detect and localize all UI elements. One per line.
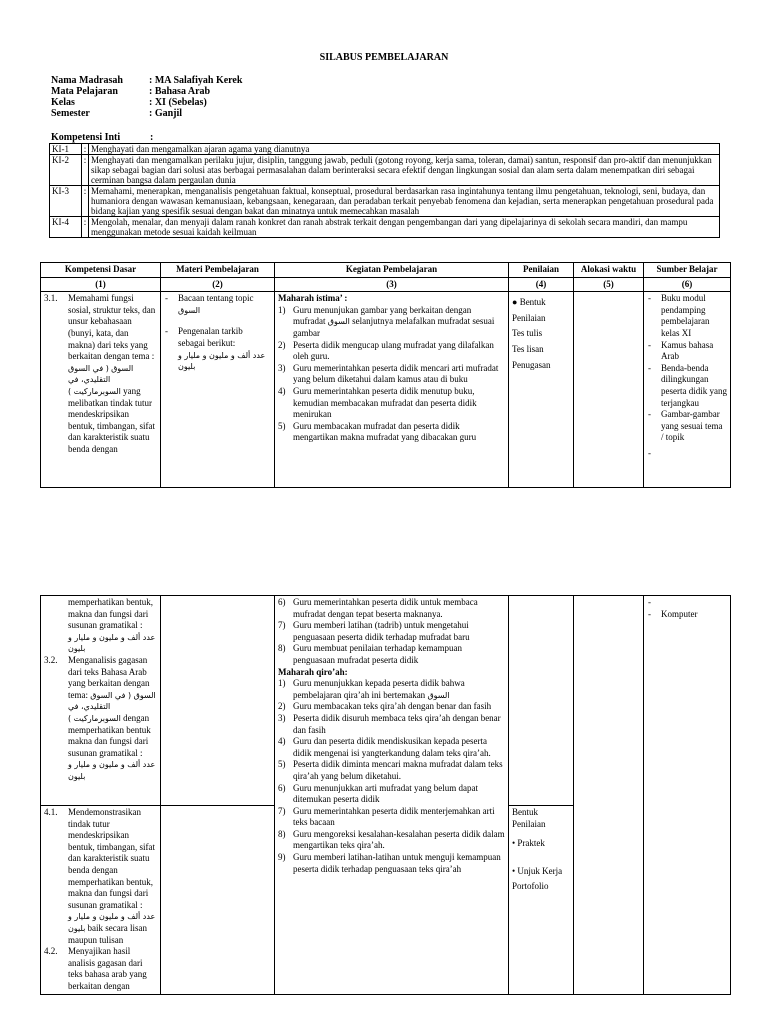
step-number: 4) bbox=[278, 385, 286, 396]
meta-label: Mata Pelajaran bbox=[51, 86, 118, 97]
materi-cell bbox=[161, 596, 275, 806]
step-number: 5) bbox=[278, 420, 286, 431]
ki-code: KI-1 bbox=[50, 144, 82, 155]
kd-text: Menyajikan hasil analisis gagasan dari teks bahasa arab yang berkaitan dengan bbox=[68, 946, 147, 991]
table-number-row bbox=[41, 277, 731, 292]
steps-list bbox=[278, 678, 505, 875]
step-text: Guru memerintahkan peserta didik menterjemahkan arti teks bacaan bbox=[293, 805, 495, 828]
step-number: 8) bbox=[278, 828, 286, 839]
step-number: 8) bbox=[278, 643, 286, 654]
kompetensi-dasar-cell bbox=[41, 596, 161, 806]
penilaian-text: ● Bentuk bbox=[512, 297, 546, 308]
list-item bbox=[278, 806, 505, 829]
list-item bbox=[164, 293, 271, 316]
meta-value: : MA Salafiyah Kerek bbox=[149, 75, 243, 86]
meta-row bbox=[51, 86, 242, 97]
column-number: (6) bbox=[644, 277, 731, 292]
step-number: 7) bbox=[278, 620, 286, 631]
list-item bbox=[278, 620, 505, 643]
kd-number: 4.1. bbox=[44, 807, 58, 817]
list-item bbox=[278, 852, 505, 875]
kompetensi-inti-heading bbox=[51, 132, 154, 143]
step-text: Guru memberi latihan (tadrib) untuk mengetahui penguasaan peserta didik terhadap mufradat baru bbox=[293, 620, 470, 642]
penilaian-label: Bentuk bbox=[519, 297, 546, 308]
kd-text: dengan memperhatikan bentuk makna dan fungsi dari susunan gramatikal : bbox=[68, 712, 151, 758]
step-number: 3) bbox=[278, 362, 286, 373]
step-number: 3) bbox=[278, 712, 286, 723]
step-text: Guru menunjukan gambar yang berkaitan dengan mufradat bbox=[293, 304, 472, 327]
ki-text: Mengolah, menalar, dan menyaji dalam ranah konkret dan ranah abstrak terkait dengan pengembangan dari yang dipelajarinya di sekolah secara mandiri, dan mampu menggunakan metode sesuai kaidah keilmuan bbox=[89, 217, 720, 238]
kd-arabic: عدد ألف و مليون و مليار و بليون bbox=[68, 632, 156, 654]
list-item bbox=[278, 305, 505, 340]
syllabus-table-continued bbox=[40, 595, 731, 995]
kd-number: 3.1. bbox=[44, 293, 58, 304]
penilaian-text: Bentuk Penilaian bbox=[512, 807, 546, 829]
step-text: Guru memerintahkan peserta didik untuk membaca mufradat dengan tepat beserta maknanya. bbox=[293, 597, 478, 619]
section-heading: Maharah istima’ : bbox=[278, 293, 348, 304]
column-number: (1) bbox=[41, 277, 161, 292]
kd-number: 3.2. bbox=[44, 654, 58, 665]
meta-row bbox=[51, 108, 242, 119]
list-item: - Buku modul pendamping pembelajaran kelas XI bbox=[647, 293, 727, 339]
section-heading: Maharah qiro’ah: bbox=[278, 666, 348, 677]
penilaian-cell bbox=[509, 292, 574, 488]
sumber-cell bbox=[644, 292, 731, 488]
ki-row bbox=[50, 186, 720, 217]
step-text: Guru dan peserta didik mendiskusikan kepada peserta didik mengenai isi yangterkandung dalam teks qira’ah. bbox=[293, 736, 491, 758]
document-title: SILABUS PEMBELAJARAN bbox=[319, 52, 449, 63]
penilaian-text: Penugasan bbox=[512, 359, 551, 370]
list-item bbox=[278, 759, 505, 782]
step-text: Peserta didik mengucap ulang mufradat yang dilafalkan oleh guru. bbox=[293, 339, 494, 362]
kd-text: Mendemonstrasikan tindak tutur mendeskripsikan bentuk, timbangan, sifat dan karakteristik suatu benda dengan memperhatikan bentuk, makna dan fungsi dari susunan gramatikal : bbox=[68, 807, 155, 910]
step-number: 4) bbox=[278, 736, 286, 747]
kompetensi-inti-table bbox=[49, 143, 720, 238]
sumber-cell bbox=[644, 596, 731, 995]
penilaian-text: Tes lisan bbox=[512, 343, 544, 354]
meta-label: Nama Madrasah bbox=[51, 75, 123, 86]
penilaian-text: Penilaian bbox=[512, 312, 546, 323]
step-text: selanjutnya melafalkan mufradat sesuai gambar bbox=[293, 316, 495, 338]
ki-separator: : bbox=[82, 217, 89, 238]
list-item bbox=[278, 421, 505, 444]
step-number: 6) bbox=[278, 597, 286, 607]
list-item bbox=[278, 736, 505, 759]
list-item: - Benda-benda dilingkungan peserta didik yang terjangkau bbox=[647, 363, 727, 409]
meta-value: : Bahasa Arab bbox=[149, 86, 211, 97]
meta-value: : XI (Sebelas) bbox=[149, 97, 207, 108]
kd-item bbox=[44, 293, 157, 455]
ki-heading-colon: : bbox=[150, 132, 154, 143]
kompetensi-dasar-cell bbox=[41, 292, 161, 488]
ki-row bbox=[50, 217, 720, 238]
step-text: Guru menunjukkan kepada peserta didik bahwa pembelajaran qira’ah ini bertemakan bbox=[293, 678, 465, 700]
penilaian-cell bbox=[509, 596, 574, 806]
list-item bbox=[278, 386, 505, 421]
kompetensi-dasar-cell bbox=[41, 806, 161, 995]
kd-text: yang melibatkan tindak tutur mendeskripsikan bentuk, timbangan, sifat dan karakteristik suatu benda dengan bbox=[68, 385, 155, 454]
syllabus-table bbox=[40, 262, 731, 488]
column-header: Materi Pembelajaran bbox=[161, 263, 275, 278]
step-text: Guru menunjukkan arti mufradat yang belum dapat ditemukan peserta didik bbox=[293, 782, 478, 805]
document-page-2 bbox=[0, 593, 768, 1024]
list-item bbox=[278, 678, 505, 701]
ki-code: KI-4 bbox=[50, 217, 82, 238]
meta-row bbox=[51, 75, 242, 86]
kd-continuation bbox=[44, 597, 157, 655]
penilaian-text: • Unjuk Kerja bbox=[512, 865, 563, 876]
list-item: - Komputer bbox=[647, 609, 727, 621]
ki-heading-label: Kompetensi Inti bbox=[51, 132, 121, 143]
step-text: Guru membuat penilaian terhadap kemampuan penguasaan mufradat peserta didik bbox=[293, 643, 462, 665]
list-item bbox=[647, 448, 727, 460]
penilaian-cell bbox=[509, 806, 574, 995]
sumber-list bbox=[647, 293, 727, 459]
column-number: (5) bbox=[574, 277, 644, 292]
kd-arabic: عدد ألف و مليون و مليار و بليون bbox=[68, 912, 156, 933]
step-text: Peserta didik diminta mencari makna mufradat dalam teks qira’ah yang belum diketahui. bbox=[293, 759, 503, 781]
materi-arabic: عدد ألف و مليون و مليار و بليون bbox=[178, 350, 266, 372]
step-arabic: السوق bbox=[327, 317, 350, 327]
kd-item bbox=[44, 807, 157, 946]
list-item bbox=[278, 783, 505, 806]
list-item bbox=[278, 643, 505, 666]
kd-arabic: السوق bbox=[111, 363, 134, 373]
kd-arabic: ( في السوق التقليدي، في السوبرماركيت ) bbox=[68, 363, 121, 396]
materi-cell bbox=[161, 292, 275, 488]
materi-text: Bacaan tentang topic bbox=[178, 293, 254, 304]
ki-row bbox=[50, 144, 720, 155]
kd-text: Menganalisis gagasan dari teks Bahasa Arab yang berkaitan dengan tema: bbox=[68, 654, 150, 700]
steps-list bbox=[278, 305, 505, 444]
list-item bbox=[278, 713, 505, 736]
kd-item bbox=[44, 655, 157, 783]
step-number: 5) bbox=[278, 759, 286, 770]
column-number: (3) bbox=[275, 277, 509, 292]
ki-separator: : bbox=[82, 155, 89, 186]
ki-text: Memahami, menerapkan, menganalisis pengetahuan faktual, konseptual, prosedural berdasarkan rasa ingintahunya tentang ilmu pengetahuan, teknologi, seni, budaya, dan humaniora dengan wawasan kemanusiaan, kebangsaan, kenegaraan, dan peradaban terkait penyebab fenomena dan kejadian, serta menerapkan pengetahuan prosedural pada bidang kajian yang spesifik sesuai dengan bakat dan minatnya untuk memecahkan masalah bbox=[89, 186, 720, 217]
list-item: - Gambar-gambar yang sesuai tema / topik bbox=[647, 409, 727, 444]
list-item bbox=[278, 701, 505, 713]
penilaian-text: Portofolio bbox=[512, 881, 549, 892]
column-number: (2) bbox=[161, 277, 275, 292]
step-text: Guru membacakan mufradat dan peserta didik mengartikan makna mufradat yang dibacakan guru bbox=[293, 420, 477, 443]
meta-value: : Ganjil bbox=[149, 108, 183, 119]
column-header: Sumber Belajar bbox=[644, 263, 731, 278]
penilaian-text: Tes tulis bbox=[512, 328, 543, 339]
ki-code: KI-3 bbox=[50, 186, 82, 217]
meta-label: Semester bbox=[51, 108, 90, 119]
list-item bbox=[278, 363, 505, 386]
materi-arabic: السوق bbox=[178, 305, 201, 315]
step-number: 2) bbox=[278, 339, 286, 350]
kd-text: memperhatikan bentuk, makna dan fungsi dari susunan gramatikal : bbox=[68, 597, 153, 631]
list-item bbox=[164, 326, 271, 372]
sumber-list bbox=[647, 597, 727, 620]
list-item bbox=[278, 597, 505, 620]
column-header: Alokasi waktu bbox=[574, 263, 644, 278]
table-row bbox=[41, 292, 731, 488]
alokasi-cell bbox=[574, 292, 644, 488]
step-number: 9) bbox=[278, 852, 286, 863]
ki-separator: : bbox=[82, 186, 89, 217]
step-text: Guru memerintahkan peserta didik mencari arti mufradat yang belum diketahui dalam kamus atau di buku bbox=[293, 362, 499, 385]
meta-label: Kelas bbox=[51, 97, 75, 108]
ki-text: Menghayati dan mengamalkan ajaran agama yang dianutnya bbox=[89, 144, 720, 155]
kegiatan-cell bbox=[275, 596, 509, 995]
table-row bbox=[41, 596, 731, 806]
table-header-row bbox=[41, 263, 731, 278]
ki-row bbox=[50, 155, 720, 186]
step-text: Guru memerintahkan peserta didik menutup buku, kemudian membacakan mufradat dan peserta didik menirukan bbox=[293, 385, 477, 420]
ki-code: KI-2 bbox=[50, 155, 82, 186]
step-text: Guru mengoreksi kesalahan-kesalahan peserta didik dalam mengartikan teks qira’ah. bbox=[293, 828, 505, 851]
column-header: Kompetensi Dasar bbox=[41, 263, 161, 278]
column-number: (4) bbox=[509, 277, 574, 292]
alokasi-cell bbox=[574, 596, 644, 995]
meta-row bbox=[51, 97, 242, 108]
step-number: 1) bbox=[278, 678, 286, 689]
page-gap bbox=[0, 505, 768, 593]
step-number: 2) bbox=[278, 701, 286, 712]
ki-separator: : bbox=[82, 144, 89, 155]
column-header: Kegiatan Pembelajaran bbox=[275, 263, 509, 278]
step-number: 6) bbox=[278, 782, 286, 793]
kd-item bbox=[44, 946, 157, 992]
kd-text: baik secara lisan maupun tulisan bbox=[68, 922, 148, 945]
document-page-1 bbox=[0, 0, 768, 505]
steps-list bbox=[278, 597, 505, 667]
kd-arabic: عدد ألف و مليون و مليار و بليون bbox=[68, 760, 156, 781]
list-item bbox=[278, 340, 505, 363]
materi-list bbox=[164, 293, 271, 373]
identity-block bbox=[51, 75, 242, 119]
step-text: Guru membacakan teks qira’ah dengan benar dan fasih bbox=[293, 701, 492, 712]
list-item: - Kamus bahasa Arab bbox=[647, 340, 727, 363]
step-number: 7) bbox=[278, 805, 286, 816]
materi-text: Pengenalan tarkib sebagai berikut: bbox=[178, 326, 243, 348]
step-number: 1) bbox=[278, 304, 286, 315]
list-item bbox=[278, 829, 505, 852]
penilaian-text: • Praktek bbox=[512, 838, 545, 849]
list-item bbox=[647, 597, 727, 609]
kd-text: Memahami fungsi sosial, struktur teks, dan unsur kebahasaan (bunyi, kata, dan makna) dari teks yang berkaitan dengan tema : bbox=[68, 293, 156, 362]
step-arabic: السوق bbox=[427, 690, 450, 700]
column-header: Penilaian bbox=[509, 263, 574, 278]
step-text: Guru memberi latihan-latihan untuk menguji kemampuan peserta didik terhadap penguasaan teks qira’ah bbox=[293, 852, 501, 874]
kd-number: 4.2. bbox=[44, 946, 58, 957]
materi-cell bbox=[161, 806, 275, 995]
kd-arabic: السوق ( في السوق التقليدي، في السوبرماركيت ) bbox=[68, 690, 156, 723]
kegiatan-cell bbox=[275, 292, 509, 488]
ki-text: Menghayati dan mengamalkan perilaku jujur, disiplin, tanggung jawab, peduli (gotong royong, kerja sama, toleran, damai) santun, responsif dan pro-aktif dan menunjukkan sikap sebagai bagian dari solusi atas berbagai permasalahan dalam berinteraksi secara efektif dengan lingkungan sosial dan alam serta dalam menempatkan diri sebagai cerminan bangsa dalam pergaulan dunia bbox=[89, 155, 720, 186]
step-text: Peserta didik disuruh membaca teks qira’ah dengan benar dan fasih bbox=[293, 712, 501, 735]
